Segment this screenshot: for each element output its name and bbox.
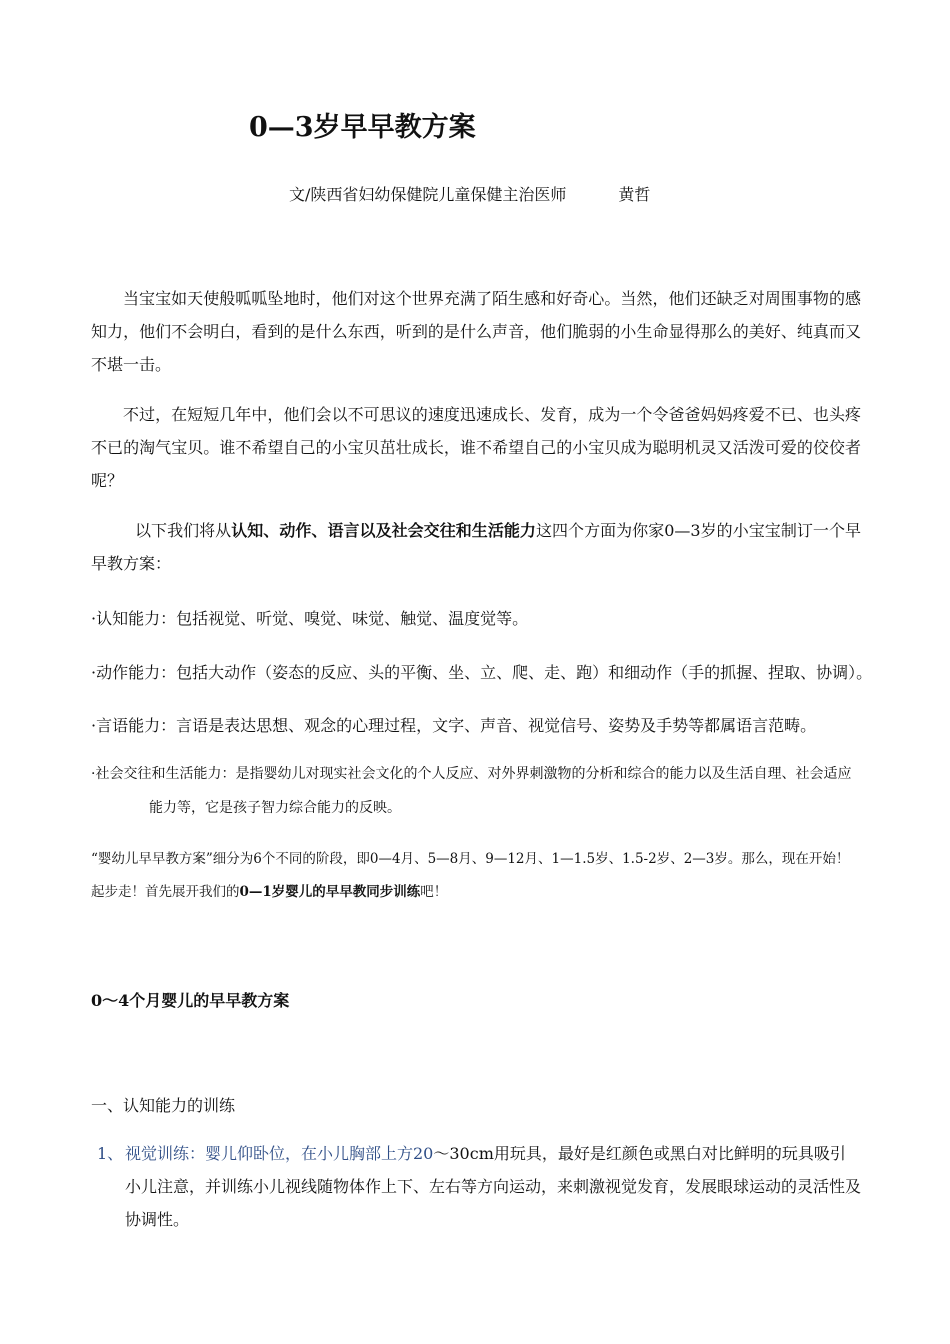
- intro-line1: “婴幼儿早早教方案”细分为6个不同的阶段，即0—4月、5—8月、9—12月、1—1.5岁、1.5-2岁、2—3岁。那么，现在开始！: [91, 851, 850, 867]
- ability-language: ·言语能力：言语是表达思想、观念的心理过程，文字、声音、视觉信号、姿势及手势等都属语言范畴。: [91, 716, 817, 735]
- byline-affiliation: 文/陕西省妇幼保健院儿童保健主治医师: [289, 185, 567, 204]
- ability-social: [91, 757, 871, 825]
- section-heading: 0～4个月婴儿的早早教方案: [91, 991, 290, 1010]
- ability-social-line1: ·社会交往和生活能力：是指婴幼儿对现实社会文化的个人反应、对外界刺激物的分析和综合的能力以及生活自理、社会适应: [91, 766, 852, 782]
- byline: [289, 182, 650, 205]
- intro-line2-bold: 0—1岁婴儿的早早教同步训练: [239, 884, 421, 900]
- paragraph-3-pre: 以下我们将从: [135, 521, 232, 540]
- list-item-body: [91, 1137, 861, 1236]
- ability-cognitive: ·认知能力：包括视觉、听觉、嗅觉、味觉、触觉、温度觉等。: [91, 609, 529, 628]
- intro-line2-post: 吧！: [420, 884, 448, 900]
- ability-motor: ·动作能力：包括大动作（姿态的反应、头的平衡、坐、立、爬、走、跑）和细动作（手的抓握、捏取、协调）。: [91, 663, 873, 682]
- paragraph-3: [91, 514, 861, 580]
- subsection-heading: 一、认知能力的训练: [91, 1096, 236, 1115]
- intro-paragraph: [91, 843, 871, 909]
- list-item: [91, 1137, 861, 1236]
- list-item-blue-text: 视觉训练：婴儿仰卧位，在小儿胸部上方20: [125, 1144, 434, 1163]
- paragraph-1: 当宝宝如天使般呱呱坠地时，他们对这个世界充满了陌生感和好奇心。当然，他们还缺乏对周围事物的感知力，他们不会明白，看到的是什么东西，听到的是什么声音，他们脆弱的小生命显得那么的美好、纯真而又不堪一击。: [91, 289, 861, 374]
- byline-author: 黄哲: [618, 185, 651, 204]
- ability-social-line2: 能力等，它是孩子智力综合能力的反映。: [149, 800, 401, 816]
- paragraph-3-post: 这四个方面为你家0—3岁的小宝宝制订一个早早教方案：: [91, 521, 861, 573]
- list-item-rest-text: ～30cm用玩具，最好是红颜色或黑白对比鲜明的玩具吸引小儿注意，并训练小儿视线随物体作上下、左右等方向运动，来刺激视觉发育，发展眼球运动的灵活性及协调性。: [125, 1144, 862, 1229]
- document-title: 0—3岁早早教方案: [249, 112, 476, 143]
- paragraph-3-bold: 认知、动作、语言以及社会交往和生活能力: [231, 521, 536, 540]
- intro-line2-pre: 起步走！首先展开我们的: [91, 884, 240, 900]
- paragraph-2: 不过，在短短几年中，他们会以不可思议的速度迅速成长、发育，成为一个令爸爸妈妈疼爱不已、也头疼不已的淘气宝贝。谁不希望自己的小宝贝茁壮成长，谁不希望自己的小宝贝成为聪明机灵又活泼可爱的佼佼者呢？: [91, 405, 861, 490]
- list-item-number: 1、: [97, 1144, 124, 1163]
